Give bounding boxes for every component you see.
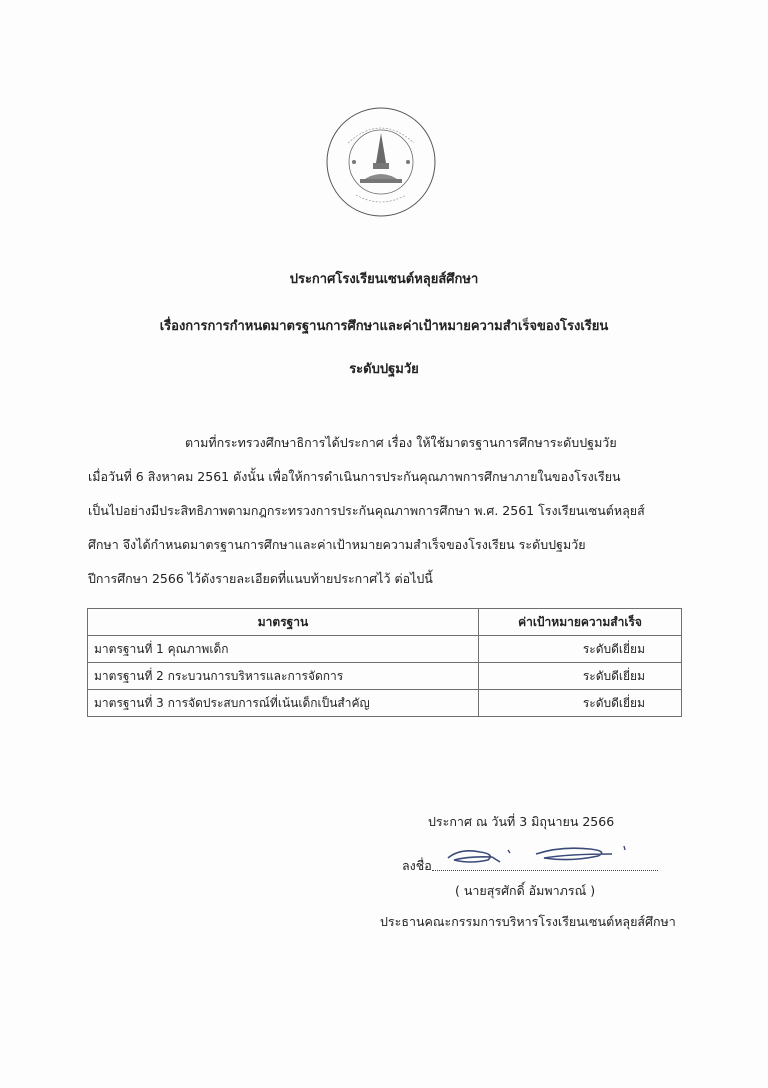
standard-cell: มาตรฐานที่ 1 คุณภาพเด็ก bbox=[88, 636, 479, 663]
handwritten-signature bbox=[440, 840, 640, 870]
body-line: เมื่อวันที่ 6 สิงหาคม 2561 ดังนั้น เพื่อให้การดำเนินการประกันคุณภาพการศึกษาภายในของโรงเรียน bbox=[88, 469, 621, 484]
target-cell: ระดับดีเยี่ยม bbox=[479, 690, 682, 717]
announcement-level: ระดับปฐมวัย bbox=[349, 362, 419, 377]
signed-label: ลงชื่อ bbox=[402, 858, 432, 873]
body-line: ปีการศึกษา 2566 ไว้ดังรายละเอียดที่แนบท้ายประกาศไว้ ต่อไปนี้ bbox=[88, 571, 433, 586]
body-line: ตามที่กระทรวงศึกษาธิการได้ประกาศ เรื่อง ให้ใช้มาตรฐานการศึกษาระดับปฐมวัย bbox=[185, 435, 617, 450]
column-header-target: ค่าเป้าหมายความสำเร็จ bbox=[479, 609, 682, 636]
announcement-body bbox=[88, 426, 680, 596]
standard-cell: มาตรฐานที่ 3 การจัดประสบการณ์ที่เน้นเด็กเป็นสำคัญ bbox=[88, 690, 479, 717]
table-row bbox=[88, 690, 682, 717]
school-seal-icon bbox=[318, 103, 444, 221]
target-cell: ระดับดีเยี่ยม bbox=[479, 663, 682, 690]
standards-table bbox=[87, 608, 682, 717]
standard-cell: มาตรฐานที่ 2 กระบวนการบริหารและการจัดการ bbox=[88, 663, 479, 690]
announcement-title: ประกาศโรงเรียนเซนต์หลุยส์ศึกษา bbox=[289, 272, 479, 287]
table-row bbox=[88, 636, 682, 663]
target-cell: ระดับดีเยี่ยม bbox=[479, 636, 682, 663]
table-row bbox=[88, 663, 682, 690]
announcement-date: ประกาศ ณ วันที่ 3 มิถุนายน 2566 bbox=[428, 814, 615, 829]
signer-position: ประธานคณะกรรมการบริหารโรงเรียนเซนต์หลุยส์ศึกษา bbox=[380, 914, 676, 929]
signature-line bbox=[432, 870, 658, 871]
column-header-standard: มาตรฐาน bbox=[88, 609, 479, 636]
body-line: เป็นไปอย่างมีประสิทธิภาพตามกฎกระทรวงการประกันคุณภาพการศึกษา พ.ศ. 2561 โรงเรียนเซนต์หลุยส์ bbox=[88, 503, 645, 518]
table-header-row bbox=[88, 609, 682, 636]
signer-name: ( นายสุรศักดิ์ อัมพาภรณ์ ) bbox=[455, 883, 596, 898]
body-line: ศึกษา จึงได้กำหนดมาตรฐานการศึกษาและค่าเป้าหมายความสำเร็จของโรงเรียน ระดับปฐมวัย bbox=[88, 537, 586, 552]
announcement-subject: เรื่องการการกำหนดมาตรฐานการศึกษาและค่าเป้าหมายความสำเร็จของโรงเรียน bbox=[159, 319, 609, 334]
